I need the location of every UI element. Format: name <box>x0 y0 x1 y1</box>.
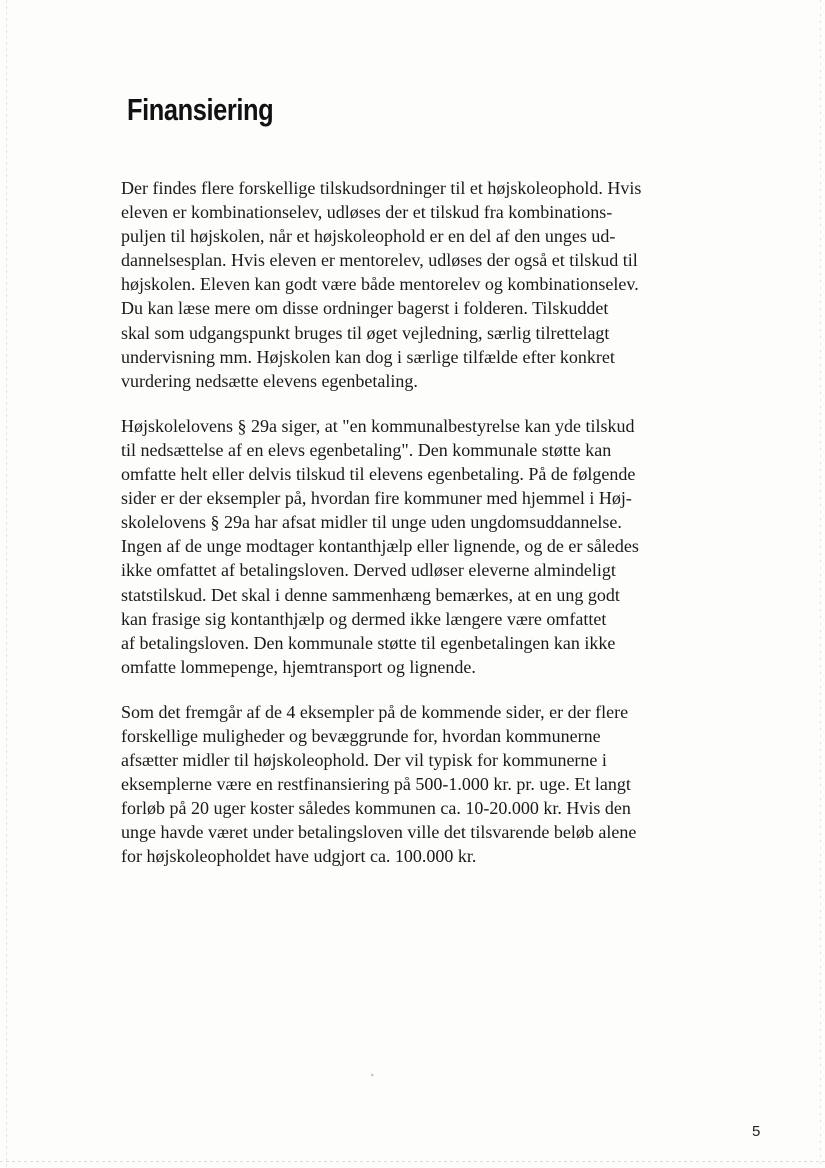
paragraph-hojskoleloven <box>121 414 721 679</box>
text-line: unge havde været under betalingsloven ville det tilsvarende beløb alene <box>121 822 637 843</box>
text-line: skolelovens § 29a har afsat midler til unge uden ungdomsuddannelse. <box>121 512 622 533</box>
page-title: Finansiering <box>127 92 274 127</box>
text-line: eleven er kombinationselev, udløses der et tilskud fra kombinations- <box>121 202 613 223</box>
text-line: Som det fremgår af de 4 eksempler på de kommende sider, er der flere <box>121 701 629 722</box>
scan-edge-bottom <box>0 1161 825 1162</box>
scan-edge-right <box>820 0 821 1168</box>
text-line: Højskolelovens § 29a siger, at "en kommunalbestyrelse kan yde tilskud <box>121 415 635 436</box>
text-line: Ingen af de unge modtager kontanthjælp eller lignende, og de er således <box>121 536 639 557</box>
text-line: eksemplerne være en restfinansiering på 500-1.000 kr. pr. uge. Et langt <box>121 774 631 795</box>
text-line: dannelsesplan. Hvis eleven er mentorelev, udløses der også et tilskud til <box>121 250 638 271</box>
page-number: 5 <box>752 1123 761 1140</box>
text-line: forløb på 20 uger koster således kommunen ca. 10-20.000 kr. Hvis den <box>121 798 631 819</box>
scan-edge-left <box>6 0 7 1168</box>
text-line: sider er der eksempler på, hvordan fire kommuner med hjemmel i Høj- <box>121 488 632 509</box>
text-line: for højskoleopholdet have udgjort ca. 100.000 kr. <box>121 846 477 867</box>
text-line: omfatte helt eller delvis tilskud til elevens egenbetaling. På de følgende <box>121 464 636 485</box>
document-body <box>121 176 721 890</box>
text-line: vurdering nedsætte elevens egenbetaling. <box>121 370 418 391</box>
text-line: af betalingsloven. Den kommunale støtte til egenbetalingen kan ikke <box>121 632 616 653</box>
text-line: forskellige muligheder og bevæggrunde for, hvordan kommunerne <box>121 725 601 746</box>
text-line: ikke omfattet af betalingsloven. Derved udløser eleverne almindeligt <box>121 560 616 581</box>
text-line: statstilskud. Det skal i denne sammenhæng bemærkes, at en ung godt <box>121 584 620 605</box>
paragraph-tilskudsordninger <box>121 176 721 393</box>
text-line: Du kan læse mere om disse ordninger bagerst i folderen. Tilskuddet <box>121 298 609 319</box>
paragraph-eksempler <box>121 700 721 869</box>
text-line: skal som udgangspunkt bruges til øget vejledning, særlig tilrettelagt <box>121 322 610 343</box>
text-line: undervisning mm. Højskolen kan dog i særlige tilfælde efter konkret <box>121 346 615 367</box>
text-line: puljen til højskolen, når et højskoleophold er en del af den unges ud- <box>121 226 616 247</box>
text-line: Der findes flere forskellige tilskudsordninger til et højskoleophold. Hvis <box>121 178 642 198</box>
text-line: kan frasige sig kontanthjælp og dermed ikke længere være omfattet <box>121 608 607 629</box>
text-line: afsætter midler til højskoleophold. Der vil typisk for kommunerne i <box>121 750 607 771</box>
text-line: til nedsættelse af en elevs egenbetaling". Den kommunale støtte kan <box>121 439 612 460</box>
text-line: højskolen. Eleven kan godt være både mentorelev og kombinationselev. <box>121 274 639 295</box>
scan-speck: ˃ <box>370 1074 375 1084</box>
text-line: omfatte lommepenge, hjemtransport og lignende. <box>121 656 476 677</box>
